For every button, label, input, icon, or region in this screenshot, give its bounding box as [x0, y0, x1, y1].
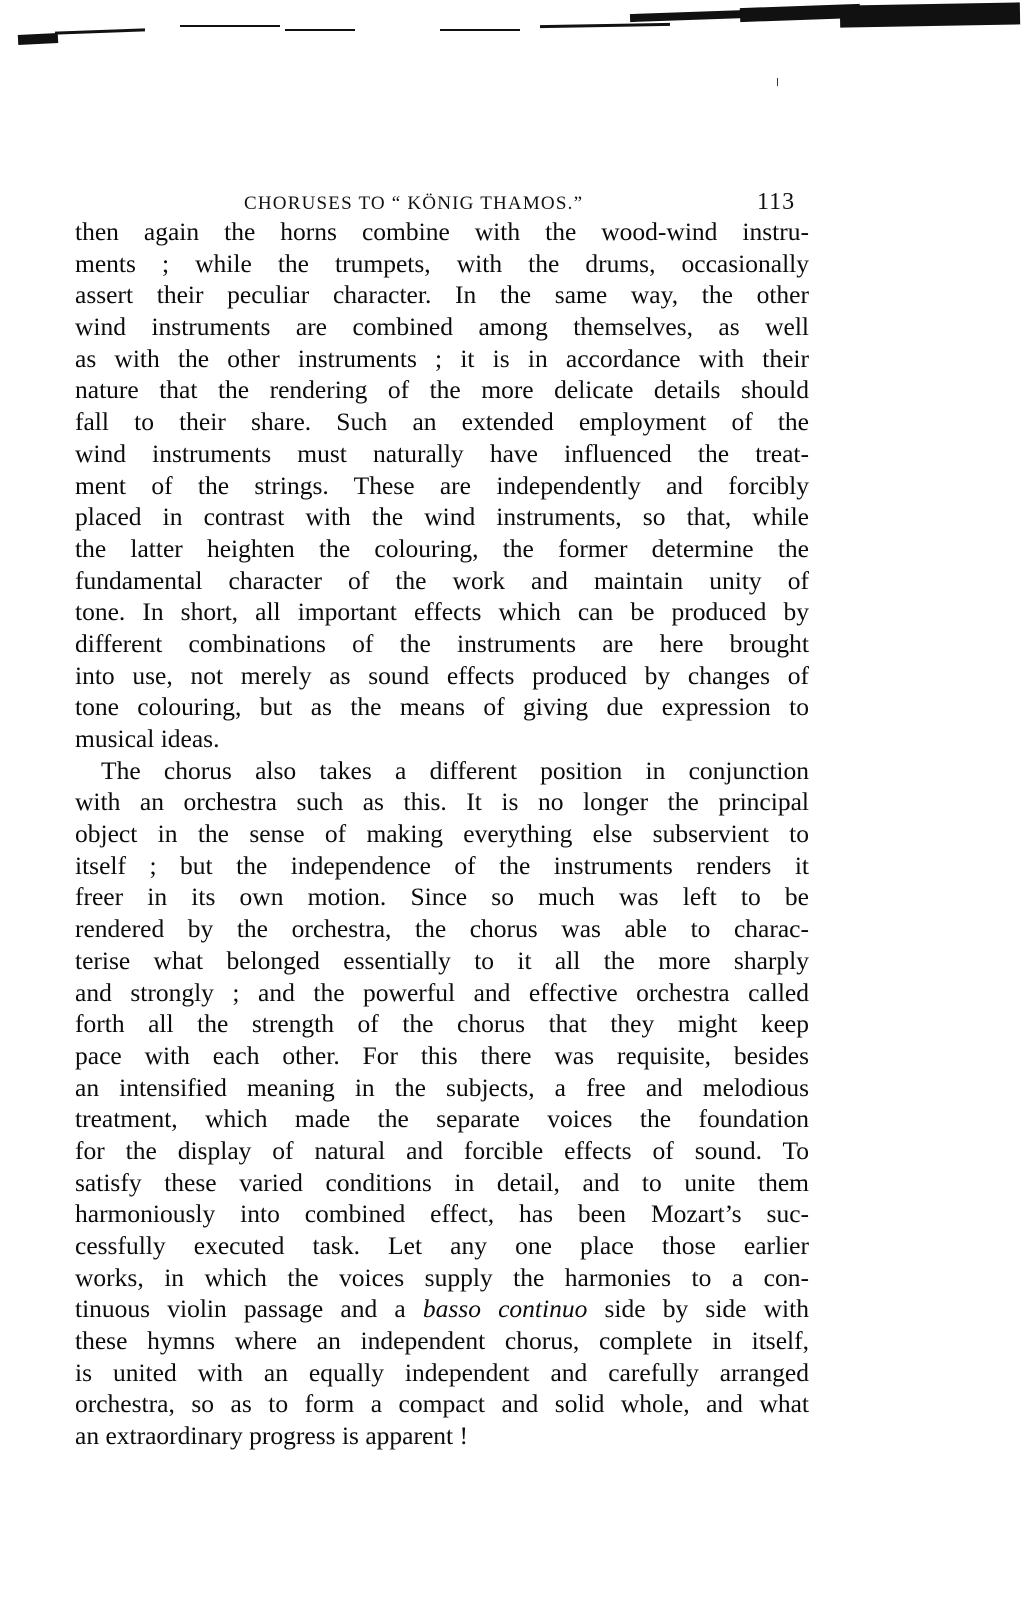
page-number: 113 — [757, 189, 796, 215]
text-line: and strongly ; and the powerful and effective orchestra called — [75, 977, 809, 1007]
text-line: different combinations of the instruments are here brought — [75, 628, 809, 658]
text-line: rendered by the orchestra, the chorus was able to charac- — [75, 914, 809, 944]
text-line: these hymns where an independent chorus, complete in itself, — [75, 1326, 809, 1356]
text-line: treatment, which made the separate voices the foundation — [75, 1104, 809, 1134]
text-line: placed in contrast with the wind instruments, so that, while — [75, 502, 809, 532]
text-line: pace with each other. For this there was requisite, besides — [75, 1040, 809, 1070]
text-line: assert their peculiar character. In the same way, the other — [75, 280, 809, 310]
text-line: an extraordinary progress is apparent ! — [75, 1421, 468, 1451]
paragraph-1 — [75, 216, 809, 755]
text-line: then again the horns combine with the wood-wind instru- — [75, 217, 809, 246]
text-line: satisfy these varied conditions in detail, and to unite them — [75, 1167, 809, 1197]
text-line: forth all the strength of the chorus that they might keep — [75, 1009, 809, 1039]
text-line: ments ; while the trumpets, with the drums, occasionally — [75, 248, 809, 278]
text-line: with an orchestra such as this. It is no longer the principal — [75, 787, 809, 817]
scan-artifact-mark — [777, 78, 778, 86]
text-line: tone. In short, all important effects which can be produced by — [75, 597, 809, 627]
text-line: is united with an equally independent and carefully arranged — [75, 1357, 809, 1387]
text-line-with-italic — [75, 1293, 809, 1325]
text-line: object in the sense of making everything else subservient to — [75, 819, 809, 849]
italic-term-basso-continuo: basso continuo — [422, 1294, 588, 1324]
text-line: as with the other instruments ; it is in accordance with their — [75, 343, 809, 373]
text-line: The chorus also takes a different position in conjunction — [101, 755, 809, 785]
text-segment: side by side with — [587, 1294, 809, 1324]
text-line: fundamental character of the work and maintain unity of — [75, 565, 809, 595]
text-line: freer in its own motion. Since so much was left to be — [75, 882, 809, 912]
text-segment: tinuous violin passage and a — [75, 1294, 423, 1324]
text-line: tone colouring, but as the means of giving due expression to — [75, 692, 809, 722]
text-line: works, in which the voices supply the harmonies to a con- — [75, 1262, 809, 1292]
text-line: itself ; but the independence of the instruments renders it — [75, 850, 809, 880]
text-line: into use, not merely as sound effects produced by changes of — [75, 660, 809, 690]
text-line: for the display of natural and forcible effects of sound. To — [75, 1135, 809, 1165]
running-head: CHORUSES TO “ KÖNIG THAMOS.” — [244, 193, 584, 214]
text-line: the latter heighten the colouring, the former determine the — [75, 533, 809, 563]
text-line: nature that the rendering of the more delicate details should — [75, 375, 809, 405]
text-line: an intensified meaning in the subjects, a free and melodious — [75, 1072, 809, 1102]
text-line: cessfully executed task. Let any one place those earlier — [75, 1231, 809, 1260]
text-line: fall to their share. Such an extended employment of the — [75, 407, 809, 437]
paragraph-2 — [75, 755, 809, 1452]
text-line: ment of the strings. These are independently and forcibly — [75, 470, 809, 500]
body-text — [75, 216, 809, 1452]
text-line: harmoniously into combined effect, has been Mozart’s suc- — [75, 1199, 809, 1229]
text-line: wind instruments must naturally have influenced the treat- — [75, 438, 809, 468]
text-line: musical ideas. — [75, 724, 220, 753]
text-line: wind instruments are combined among themselves, as well — [75, 312, 809, 342]
text-line: terise what belonged essentially to it all the more sharply — [75, 945, 809, 975]
text-line: orchestra, so as to form a compact and solid whole, and what — [75, 1389, 809, 1419]
scan-artifact-top-edge — [0, 0, 1034, 60]
